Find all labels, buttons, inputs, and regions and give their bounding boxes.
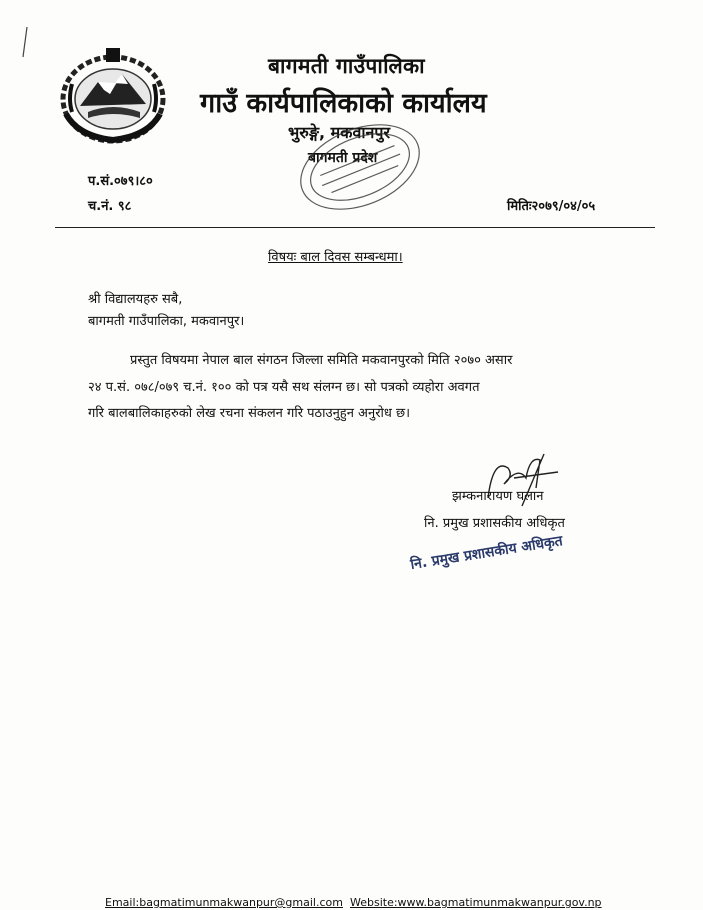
nepal-emblem-logo — [58, 44, 168, 144]
footer-email[interactable]: Email:bagmatimunmakwanpur@gmail.com — [105, 896, 343, 909]
chalani-number: च.नं. ९८ — [88, 199, 132, 214]
body-line-2: २४ प.सं. ०७८/०७९ च.नं. १०० को पत्र यसै सथ संलग्न छ। सो पत्रको व्यहोरा अवगत — [88, 380, 480, 395]
header-divider — [55, 227, 655, 228]
body-line-3: गरि बालबालिकाहरुको लेख रचना संकलन गरि पठाउनुहुन अनुरोध छ। — [88, 406, 411, 421]
office-name: गाउँ कार्यपालिकाको कार्यालय — [200, 88, 487, 119]
office-address: भुरुङ्गे, मकवानपुर — [288, 123, 391, 142]
patra-sankhya: प.सं.०७९।८० — [88, 174, 153, 189]
office-seal-stamp — [290, 112, 430, 222]
letter-date: मितिः२०७९/०४/०५ — [507, 199, 596, 214]
letter-subject: विषयः बाल दिवस सम्बन्धमा। — [268, 250, 403, 265]
recipient-line-2: बागमती गाउँपालिका, मकवानपुर। — [88, 314, 245, 329]
municipality-name: बागमती गाउँपालिका — [268, 54, 425, 78]
body-line-1: प्रस्तुत विषयमा नेपाल बाल संगठन जिल्ला समिति मकवानपुरको मिति २०७० असार — [130, 353, 513, 368]
footer-website[interactable]: Website:www.bagmatimunmakwanpur.gov.np — [350, 896, 602, 909]
signatory-name: झम्कनारायण घलान — [452, 489, 544, 504]
office-province: बागमती प्रदेश — [308, 150, 378, 166]
pen-mark-decoration — [22, 26, 28, 58]
signatory-title: नि. प्रमुख प्रशासकीय अधिकृत — [424, 516, 565, 531]
designation-stamp: नि. प्रमुख प्रशासकीय अधिकृत — [409, 533, 564, 574]
recipient-line-1: श्री विद्यालयहरु सबै, — [88, 292, 183, 307]
